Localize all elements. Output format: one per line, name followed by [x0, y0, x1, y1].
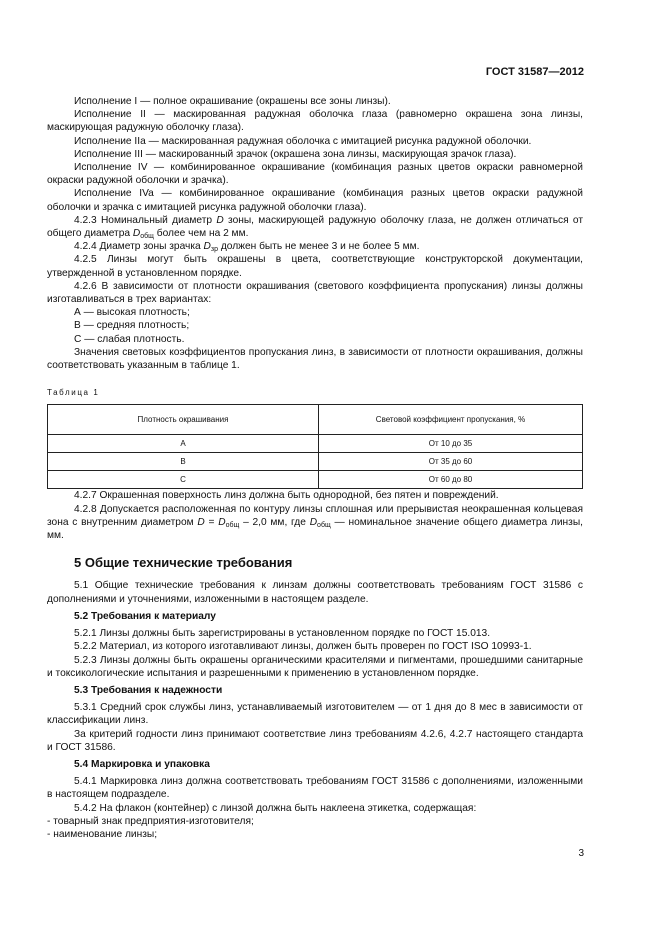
- paragraph-variant-4: Исполнение IV — комбинированное окрашивание (комбинация разных цветов окраски равномерной окраски радужной оболочки и зрачка).: [47, 162, 583, 187]
- table-header-row: [48, 405, 583, 435]
- paragraph-4-2-8: 4.2.8 Допускается расположенная по контуру линзы сплошная или прерывистая неокрашенная кольцевая зона с внутренним диаметром $D = D_{общ} - 2,0$ мм, где $D_{общ}$ — номинальное значение общего диаметра линзы, мм.: [47, 503, 584, 542]
- table-cell: От 60 до 80: [319, 471, 583, 489]
- table-row: [48, 453, 583, 471]
- paragraph-variant-2a: Исполнение IIa — маскированная радужная оболочка с имитацией рисунка радужной оболочки.: [74, 135, 532, 147]
- table-row: [48, 435, 583, 453]
- paragraph-5-4-2: 5.4.2 На флакон (контейнер) с линзой должна быть наклеена этикетка, содержащая:: [74, 802, 477, 814]
- paragraph-5-2-1: 5.2.1 Линзы должны быть зарегистрированы в установленном порядке по ГОСТ 15.013.: [74, 628, 491, 640]
- transmission-table: [47, 404, 583, 489]
- paragraph-4-2-5: 4.2.5 Линзы могут быть окрашены в цвета, соответствующие конструкторской документации, утвержденной в установленном порядке.: [47, 254, 583, 279]
- page-number: 3: [578, 848, 584, 859]
- table-header-cell: Плотность окрашивания: [48, 405, 319, 435]
- page-content: [47, 95, 583, 841]
- variant-item: А — высокая плотность;: [74, 307, 190, 319]
- table-cell: С: [48, 471, 319, 489]
- paragraph-variant-1: Исполнение I — полное окрашивание (окрашены все зоны линзы).: [74, 96, 391, 107]
- paragraph-5-2-3: 5.2.3 Линзы должны быть окрашены органическими красителями и пигментами, прошедшими санитарные и токсикологические испытания и разрешенными к применению в установленном порядке.: [47, 654, 583, 679]
- paragraph-4-2-6: 4.2.6 В зависимости от плотности окрашивания (светового коэффициента пропускания) линзы должны изготавливаться в трех вариантах:: [47, 280, 583, 306]
- paragraph-variant-3: Исполнение III — маскированный зрачок (окрашена зона линзы, маскирующая зрачок глаза).: [74, 148, 517, 160]
- variant-item: В — средняя плотность;: [74, 320, 190, 332]
- paragraph-4-2-4: 4.2.4 Диаметр зоны зрачка $D_{зр}$ должен быть не менее 3 и не более 5 мм.: [74, 241, 420, 254]
- paragraph-5-3-1: 5.3.1 Средний срок службы линз, устанавливаемый изготовителем — от 1 дня до 8 мес в зависимости от классификации линз.: [47, 702, 583, 727]
- section-5-title: 5 Общие технические требования: [74, 555, 293, 571]
- document-header: ГОСТ 31587—2012: [485, 66, 584, 78]
- table-cell: От 10 до 35: [319, 435, 583, 453]
- paragraph-variant-2: Исполнение II — маскированная радужная оболочка глаза (равномерно окрашена зона линзы, маскирующая радужную оболочку глаза).: [47, 109, 583, 134]
- paragraph-variant-4a: Исполнение IVa — комбинированное окрашивание (комбинация разных цветов окраски радужной оболочки и зрачка с имитацией рисунка радужной оболочки глаза).: [47, 188, 583, 213]
- table-header-cell: Световой коэффициент пропускания, %: [319, 405, 583, 435]
- paragraph-4-2-7: 4.2.7 Окрашенная поверхность линз должна быть однородной, без пятен и повреждений.: [74, 490, 499, 502]
- table-cell: В: [48, 453, 319, 471]
- paragraph-4-2-3: 4.2.3 Номинальный диаметр D зоны, маскирующей радужную оболочку глаза, не должен отличаться от общего диаметра $D_{общ}$ более чем на 2 мм.: [47, 214, 584, 241]
- table-caption: Таблица 1: [47, 388, 100, 398]
- list-item: - товарный знак предприятия-изготовителя;: [47, 815, 254, 827]
- table-row: [48, 471, 583, 489]
- subsection-5-4-title: 5.4 Маркировка и упаковка: [74, 758, 210, 770]
- list-item: - наименование линзы;: [47, 828, 158, 840]
- paragraph-5-1: 5.1 Общие технические требования к линзам должны соответствовать требованиям ГОСТ 31586 с дополнениями и уточнениями, изложенными в настоящем разделе.: [47, 580, 583, 605]
- paragraph-values: Значения световых коэффициентов пропускания линз, в зависимости от плотности окрашивания, должны соответствовать указанным в таблице 1.: [47, 346, 583, 372]
- paragraph-5-4-1: 5.4.1 Маркировка линз должна соответствовать требованиям ГОСТ 31586 с дополнениями, изложенными в настоящем подразделе.: [47, 776, 583, 801]
- table-cell: От 35 до 60: [319, 453, 583, 471]
- paragraph-5-2-2: 5.2.2 Материал, из которого изготавливают линзы, должен быть проверен по ГОСТ ISO 10993-1.: [74, 641, 532, 653]
- subsection-5-3-title: 5.3 Требования к надежности: [74, 684, 223, 696]
- variant-item: С — слабая плотность.: [74, 333, 185, 345]
- subsection-5-2-title: 5.2 Требования к материалу: [74, 610, 216, 622]
- paragraph-5-3-criteria: За критерий годности линз принимают соответствие линз требованиям 4.2.6, 4.2.7 настоящего стандарта и ГОСТ 31586.: [47, 728, 583, 753]
- table-cell: А: [48, 435, 319, 453]
